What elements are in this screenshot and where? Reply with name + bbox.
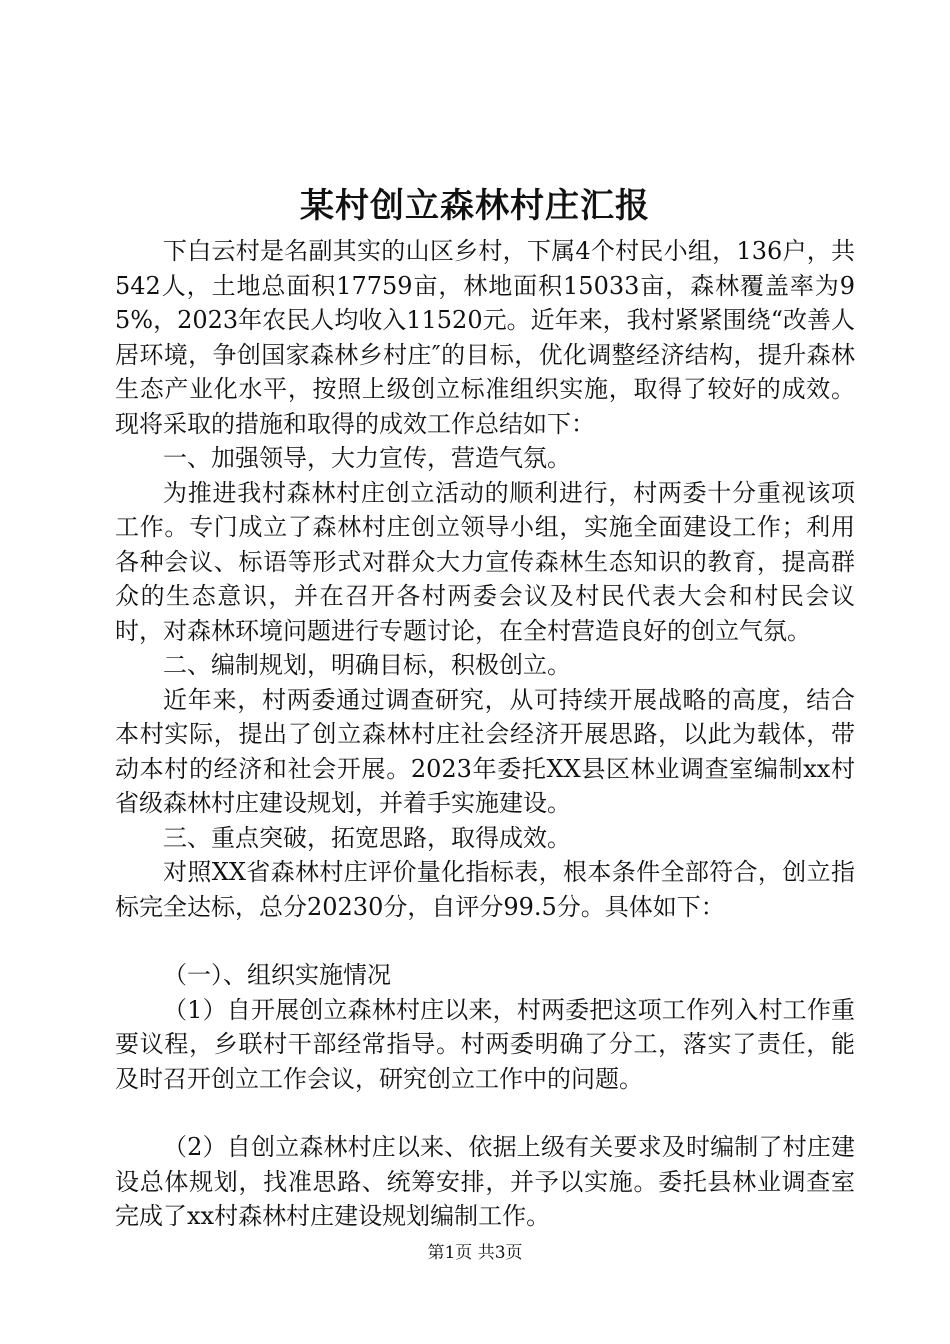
- paragraph-intro: 下白云村是名副其实的山区乡村，下属4个村民小组，136户，共542人，土地总面积17759亩，林地面积15033亩，森林覆盖率为95%，2023年农民人均收入11520元。近年来，我村紧紧围绕“改善人居环境，争创国家森林乡村庄″的目标，优化调整经济结构，提升森林生态产业化水平，按照上级创立标准组织实施，取得了较好的成效。现将采取的措施和取得的成效工作总结如下：: [115, 237, 855, 438]
- heading-section-1: 一、加强领导，大力宣传，营造气氛。: [163, 444, 571, 472]
- paragraph-item-2: （2）自创立森林村庄以来、依据上级有关要求及时编制了村庄建设总体规划，找准思路、统筹安排，并予以实施。委托县林业调查室完成了xx村森林村庄建设规划编制工作。: [115, 1133, 855, 1230]
- heading-section-3: 三、重点突破，拓宽思路，取得成效。: [163, 823, 571, 852]
- paragraph-item-1: （1）自开展创立森林村庄以来，村两委把这项工作列入村工作重要议程，乡联村干部经常指导。村两委明确了分工，落实了责任，能及时召开创立工作会议，研究创立工作中的问题。: [115, 995, 855, 1093]
- document-title: 某村创立森林村庄汇报: [300, 186, 650, 226]
- page-number-footer: 第1页 共3页: [427, 1243, 523, 1263]
- paragraph-section-2: 近年来，村两委通过调查研究，从可持续开展战略的高度，结合本村实际，提出了创立森林村庄社会经济开展思路，以此为载体，带动本村的经济和社会开展。2023年委托XX县区林业调查室编制xx村省级森林村庄建设规划，并着手实施建设。: [115, 685, 855, 817]
- paragraph-section-3: 对照XX省森林村庄评价量化指标表，根本条件全部符合，创立指标完全达标，总分20230分，自评分99.5分。具体如下：: [115, 858, 855, 921]
- spacer: [115, 1096, 855, 1130]
- spacer: [115, 924, 855, 958]
- subheading-organization: （一）、组织实施情况: [163, 961, 391, 989]
- heading-section-2: 二、编制规划，明确目标，积极创立。: [163, 651, 571, 679]
- document-body: [115, 234, 855, 1234]
- paragraph-section-1: 为推进我村森林村庄创立活动的顺利进行，村两委十分重视该项工作。专门成立了森林村庄创立领导小组，实施全面建设工作；利用各种会议、标语等形式对群众大力宣传森林生态知识的教育，提高群众的生态意识，并在召开各村两委会议及村民代表大会和村民会议时，对森林环境问题进行专题讨论，在全村营造良好的创立气氛。: [115, 478, 855, 645]
